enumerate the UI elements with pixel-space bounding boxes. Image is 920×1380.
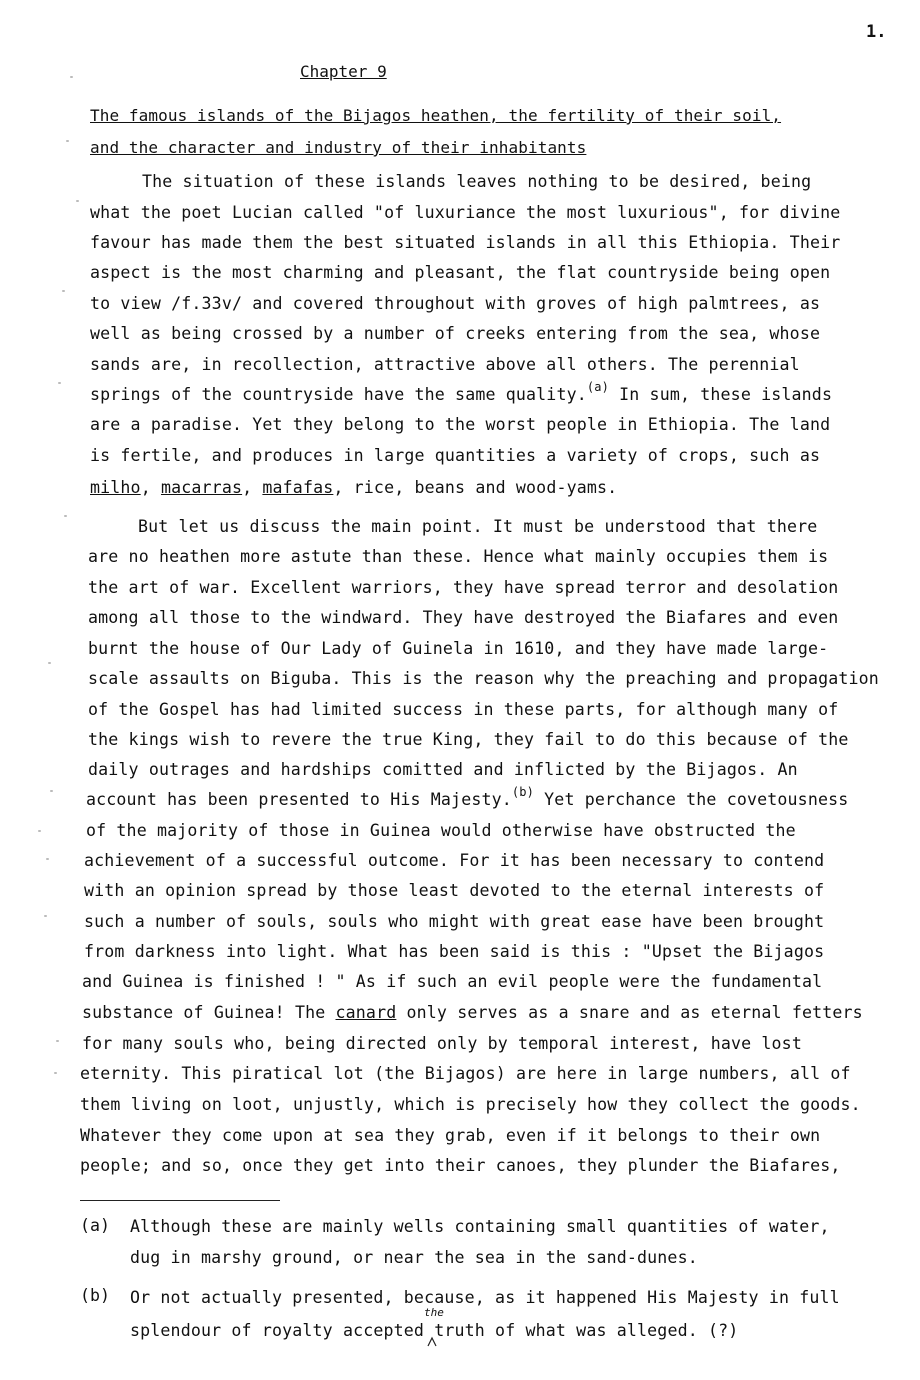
footnote-mark-b: (b) (80, 1286, 110, 1305)
text-line: is fertile, and produces in large quantities a variety of crops, such as (90, 446, 821, 465)
text-segment: , rice, beans and wood-yams. (333, 478, 618, 497)
text-line: daily outrages and hardships comitted and inflicted by the Bijagos. An (88, 760, 798, 779)
text-line: from darkness into light. What has been said is this : "Upset the Bijagos (84, 942, 825, 961)
text-segment: truth of what was alleged. (?) (424, 1321, 739, 1340)
text-line: the art of war. Excellent warriors, they have spread terror and desolation (88, 578, 839, 597)
text-line: well as being crossed by a number of creeks entering from the sea, whose (90, 324, 821, 343)
text-segment: account has been presented to His Majesty. (86, 790, 512, 809)
text-line (86, 785, 849, 809)
crop-term: mafafas (262, 478, 334, 497)
text-line (90, 380, 833, 404)
text-segment: splendour of royalty accepted (130, 1321, 425, 1340)
text-line: among all those to the windward. They have destroyed the Biafares and even (88, 608, 839, 627)
text-line: of the Gospel has had limited success in these parts, for although many of (88, 700, 839, 719)
text-line: are no heathen more astute than these. Hence what mainly occupies them is (88, 547, 829, 566)
text-line: scale assaults on Biguba. This is the reason why the preaching and propagation (88, 669, 879, 688)
text-line: and Guinea is finished ! " As if such an evil people were the fundamental (82, 972, 823, 991)
footnote-ref-a: (a) (586, 380, 609, 394)
text-line: The situation of these islands leaves nothing to be desired, being (142, 172, 812, 191)
text-line: favour has made them the best situated islands in all this Ethiopia. Their (90, 233, 841, 252)
footnote-divider (80, 1200, 280, 1201)
text-line: But let us discuss the main point. It must be understood that there (138, 517, 818, 536)
text-line: eternity. This piratical lot (the Bijagos) are here in large numbers, all of (80, 1064, 851, 1083)
text-line: burnt the house of Our Lady of Guinela in 1610, and they have made large- (88, 639, 829, 658)
text-line: Whatever they come upon at sea they grab, even if it belongs to their own (80, 1126, 821, 1145)
text-line: what the poet Lucian called "of luxuriance the most luxurious", for divine (90, 203, 841, 222)
crop-term: milho (90, 478, 141, 497)
page-number: 1. (866, 22, 887, 42)
text-line: with an opinion spread by those least devoted to the eternal interests of (84, 881, 825, 900)
footnote-mark-a: (a) (80, 1216, 110, 1235)
text-segment: substance of Guinea! The (82, 1003, 336, 1022)
handwritten-insertion: the (424, 1306, 444, 1319)
text-line: people; and so, once they get into their canoes, they plunder the Biafares, (80, 1156, 841, 1175)
text-line: to view /f.33v/ and covered throughout with groves of high palmtrees, as (90, 294, 821, 313)
text-segment: Yet perchance the covetousness (534, 790, 849, 809)
chapter-title: Chapter 9 (300, 62, 387, 81)
text-segment: only serves as a snare and as eternal fetters (396, 1003, 863, 1022)
text-line: aspect is the most charming and pleasant, the flat countryside being open (90, 263, 831, 282)
text-line: such a number of souls, souls who might with great ease have been brought (84, 912, 825, 931)
separator: , (140, 478, 161, 497)
footnote-a-line: dug in marshy ground, or near the sea in the sand-dunes. (130, 1248, 698, 1267)
footnote-b-line: Or not actually presented, because, as it happened His Majesty in full (130, 1288, 840, 1307)
crop-term: macarras (160, 478, 243, 497)
footnote-ref-b: (b) (511, 785, 535, 799)
text-segment: In sum, these islands (609, 385, 833, 404)
text-line: achievement of a successful outcome. For it has been necessary to contend (84, 851, 825, 870)
text-line: of the majority of those in Guinea would otherwise have obstructed the (86, 821, 796, 840)
text-line: the kings wish to revere the true King, they fail to do this because of the (88, 730, 849, 749)
text-line: them living on loot, unjustly, which is precisely how they collect the goods. (80, 1095, 861, 1114)
caret-mark-icon (426, 1336, 438, 1348)
text-segment: springs of the countryside have the same quality. (90, 385, 587, 404)
chapter-heading: The famous islands of the Bijagos heathen, the fertility of their soil, and the character and industry of their inhabitants (90, 106, 782, 157)
text-line: are a paradise. Yet they belong to the worst people in Ethiopia. The land (90, 415, 831, 434)
text-line (90, 478, 617, 497)
text-line: sands are, in recollection, attractive above all others. The perennial (90, 355, 800, 374)
underlined-term: canard (335, 1003, 397, 1022)
footnote-a-line: Although these are mainly wells containing small quantities of water, (130, 1217, 830, 1236)
text-line: for many souls who, being directed only by temporal interest, have lost (82, 1034, 802, 1053)
text-line (82, 1003, 863, 1022)
separator: , (242, 478, 263, 497)
